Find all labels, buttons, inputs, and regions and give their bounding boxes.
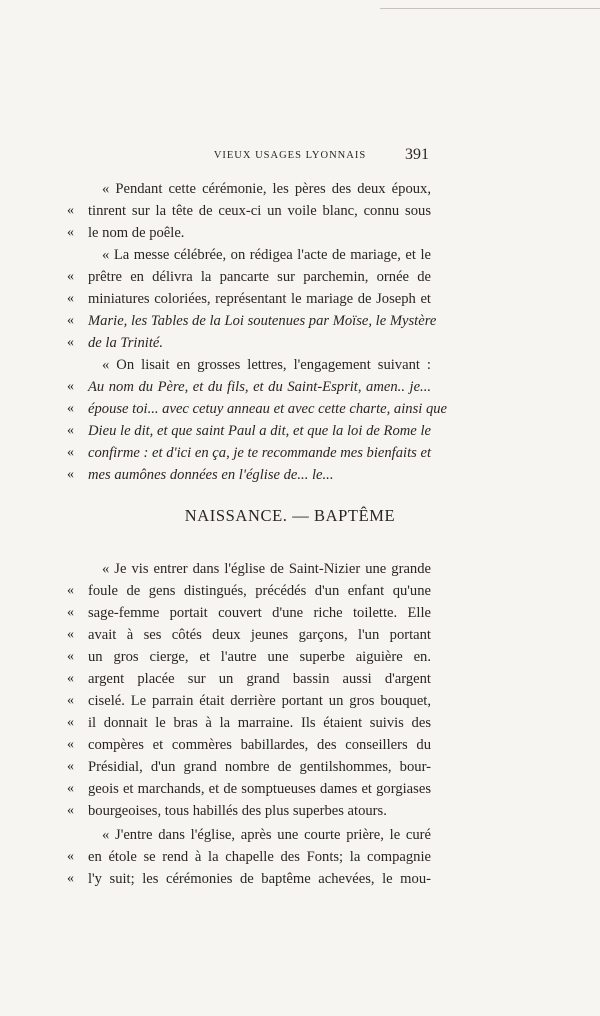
text-line: « Je vis entrer dans l'église de Saint-Nizier une grande xyxy=(102,561,431,577)
quote-mark: « xyxy=(67,401,74,416)
text-line: argent placée sur un grand bassin aussi d'argent xyxy=(88,671,431,687)
text-line: tinrent sur la tête de ceux-ci un voile blanc, connu sous xyxy=(88,203,431,219)
text-line: un gros cierge, et l'autre une superbe aiguière en. xyxy=(88,649,431,665)
text-line: bourgeoises, tous habillés des plus superbes atours. xyxy=(88,803,387,819)
text-line: compères et commères babillardes, des conseillers du xyxy=(88,737,431,753)
quote-mark: « xyxy=(67,467,74,482)
text-line: il donnait le bras à la marraine. Ils étaient suivis des xyxy=(88,715,431,731)
text-line: foule de gens distingués, précédés d'un enfant qu'une xyxy=(88,583,431,599)
quote-mark: « xyxy=(67,849,74,864)
quote-mark: « xyxy=(67,737,74,752)
quote-mark: « xyxy=(67,423,74,438)
text-line: mes aumônes données en l'église de... le... xyxy=(88,467,334,483)
text-line: avait à ses côtés deux jeunes garçons, l'un portant xyxy=(88,627,431,643)
quote-mark: « xyxy=(67,605,74,620)
page-number: 391 xyxy=(405,146,429,163)
quote-mark: « xyxy=(67,313,74,328)
quote-mark: « xyxy=(67,225,74,240)
text-line: Présidial, d'un grand nombre de gentilshommes, bour- xyxy=(88,759,431,775)
quote-mark: « xyxy=(67,583,74,598)
text-line: geois et marchands, et de somptueuses dames et gorgiases xyxy=(88,781,431,797)
quote-mark: « xyxy=(67,291,74,306)
quote-mark: « xyxy=(67,379,74,394)
scan-edge-line xyxy=(380,8,600,9)
quote-mark: « xyxy=(67,693,74,708)
text-line: « J'entre dans l'église, après une courte prière, le curé xyxy=(102,827,431,843)
quote-mark: « xyxy=(67,627,74,642)
quote-mark: « xyxy=(67,445,74,460)
quote-mark: « xyxy=(67,671,74,686)
text-line: en étole se rend à la chapelle des Fonts; la compagnie xyxy=(88,849,431,865)
text-line: épouse toi... avec cetuy anneau et avec cette charte, ainsi que xyxy=(88,401,448,417)
quote-mark: « xyxy=(67,803,74,818)
quote-mark: « xyxy=(67,715,74,730)
quote-mark: « xyxy=(67,203,74,218)
text-line: Dieu le dit, et que saint Paul a dit, et que la loi de Rome le xyxy=(88,423,431,439)
quote-mark: « xyxy=(67,759,74,774)
text-line: « On lisait en grosses lettres, l'engagement suivant : xyxy=(102,357,431,373)
text-line: confirme : et d'ici en ça, je te recommande mes bienfaits et xyxy=(88,445,431,461)
text-line: l'y suit; les cérémonies de baptême achevées, le mou- xyxy=(88,871,431,887)
text-line: le nom de poêle. xyxy=(88,225,185,241)
text-line: sage-femme portait couvert d'une riche toilette. Elle xyxy=(88,605,431,621)
quote-mark: « xyxy=(67,649,74,664)
quote-mark: « xyxy=(67,269,74,284)
text-line: de la Trinité. xyxy=(88,335,163,351)
quote-mark: « xyxy=(67,871,74,886)
text-line: Au nom du Père, et du fils, et du Saint-Esprit, amen.. je... xyxy=(88,379,431,395)
text-line: Marie, les Tables de la Loi soutenues par Moïse, le Mystère xyxy=(88,313,437,329)
quote-mark: « xyxy=(67,335,74,350)
text-line: miniatures coloriées, représentant le mariage de Joseph et xyxy=(88,291,431,307)
text-line: ciselé. Le parrain était derrière portant un gros bouquet, xyxy=(88,693,431,709)
text-line: « La messe célébrée, on rédigea l'acte de mariage, et le xyxy=(102,247,431,263)
quote-mark: « xyxy=(67,781,74,796)
running-title: VIEUX USAGES LYONNAIS xyxy=(213,150,367,161)
text-line: prêtre en délivra la pancarte sur parchemin, ornée de xyxy=(88,269,431,285)
text-line: « Pendant cette cérémonie, les pères des deux époux, xyxy=(102,181,431,197)
section-heading: NAISSANCE. — BAPTÊME xyxy=(184,506,396,525)
